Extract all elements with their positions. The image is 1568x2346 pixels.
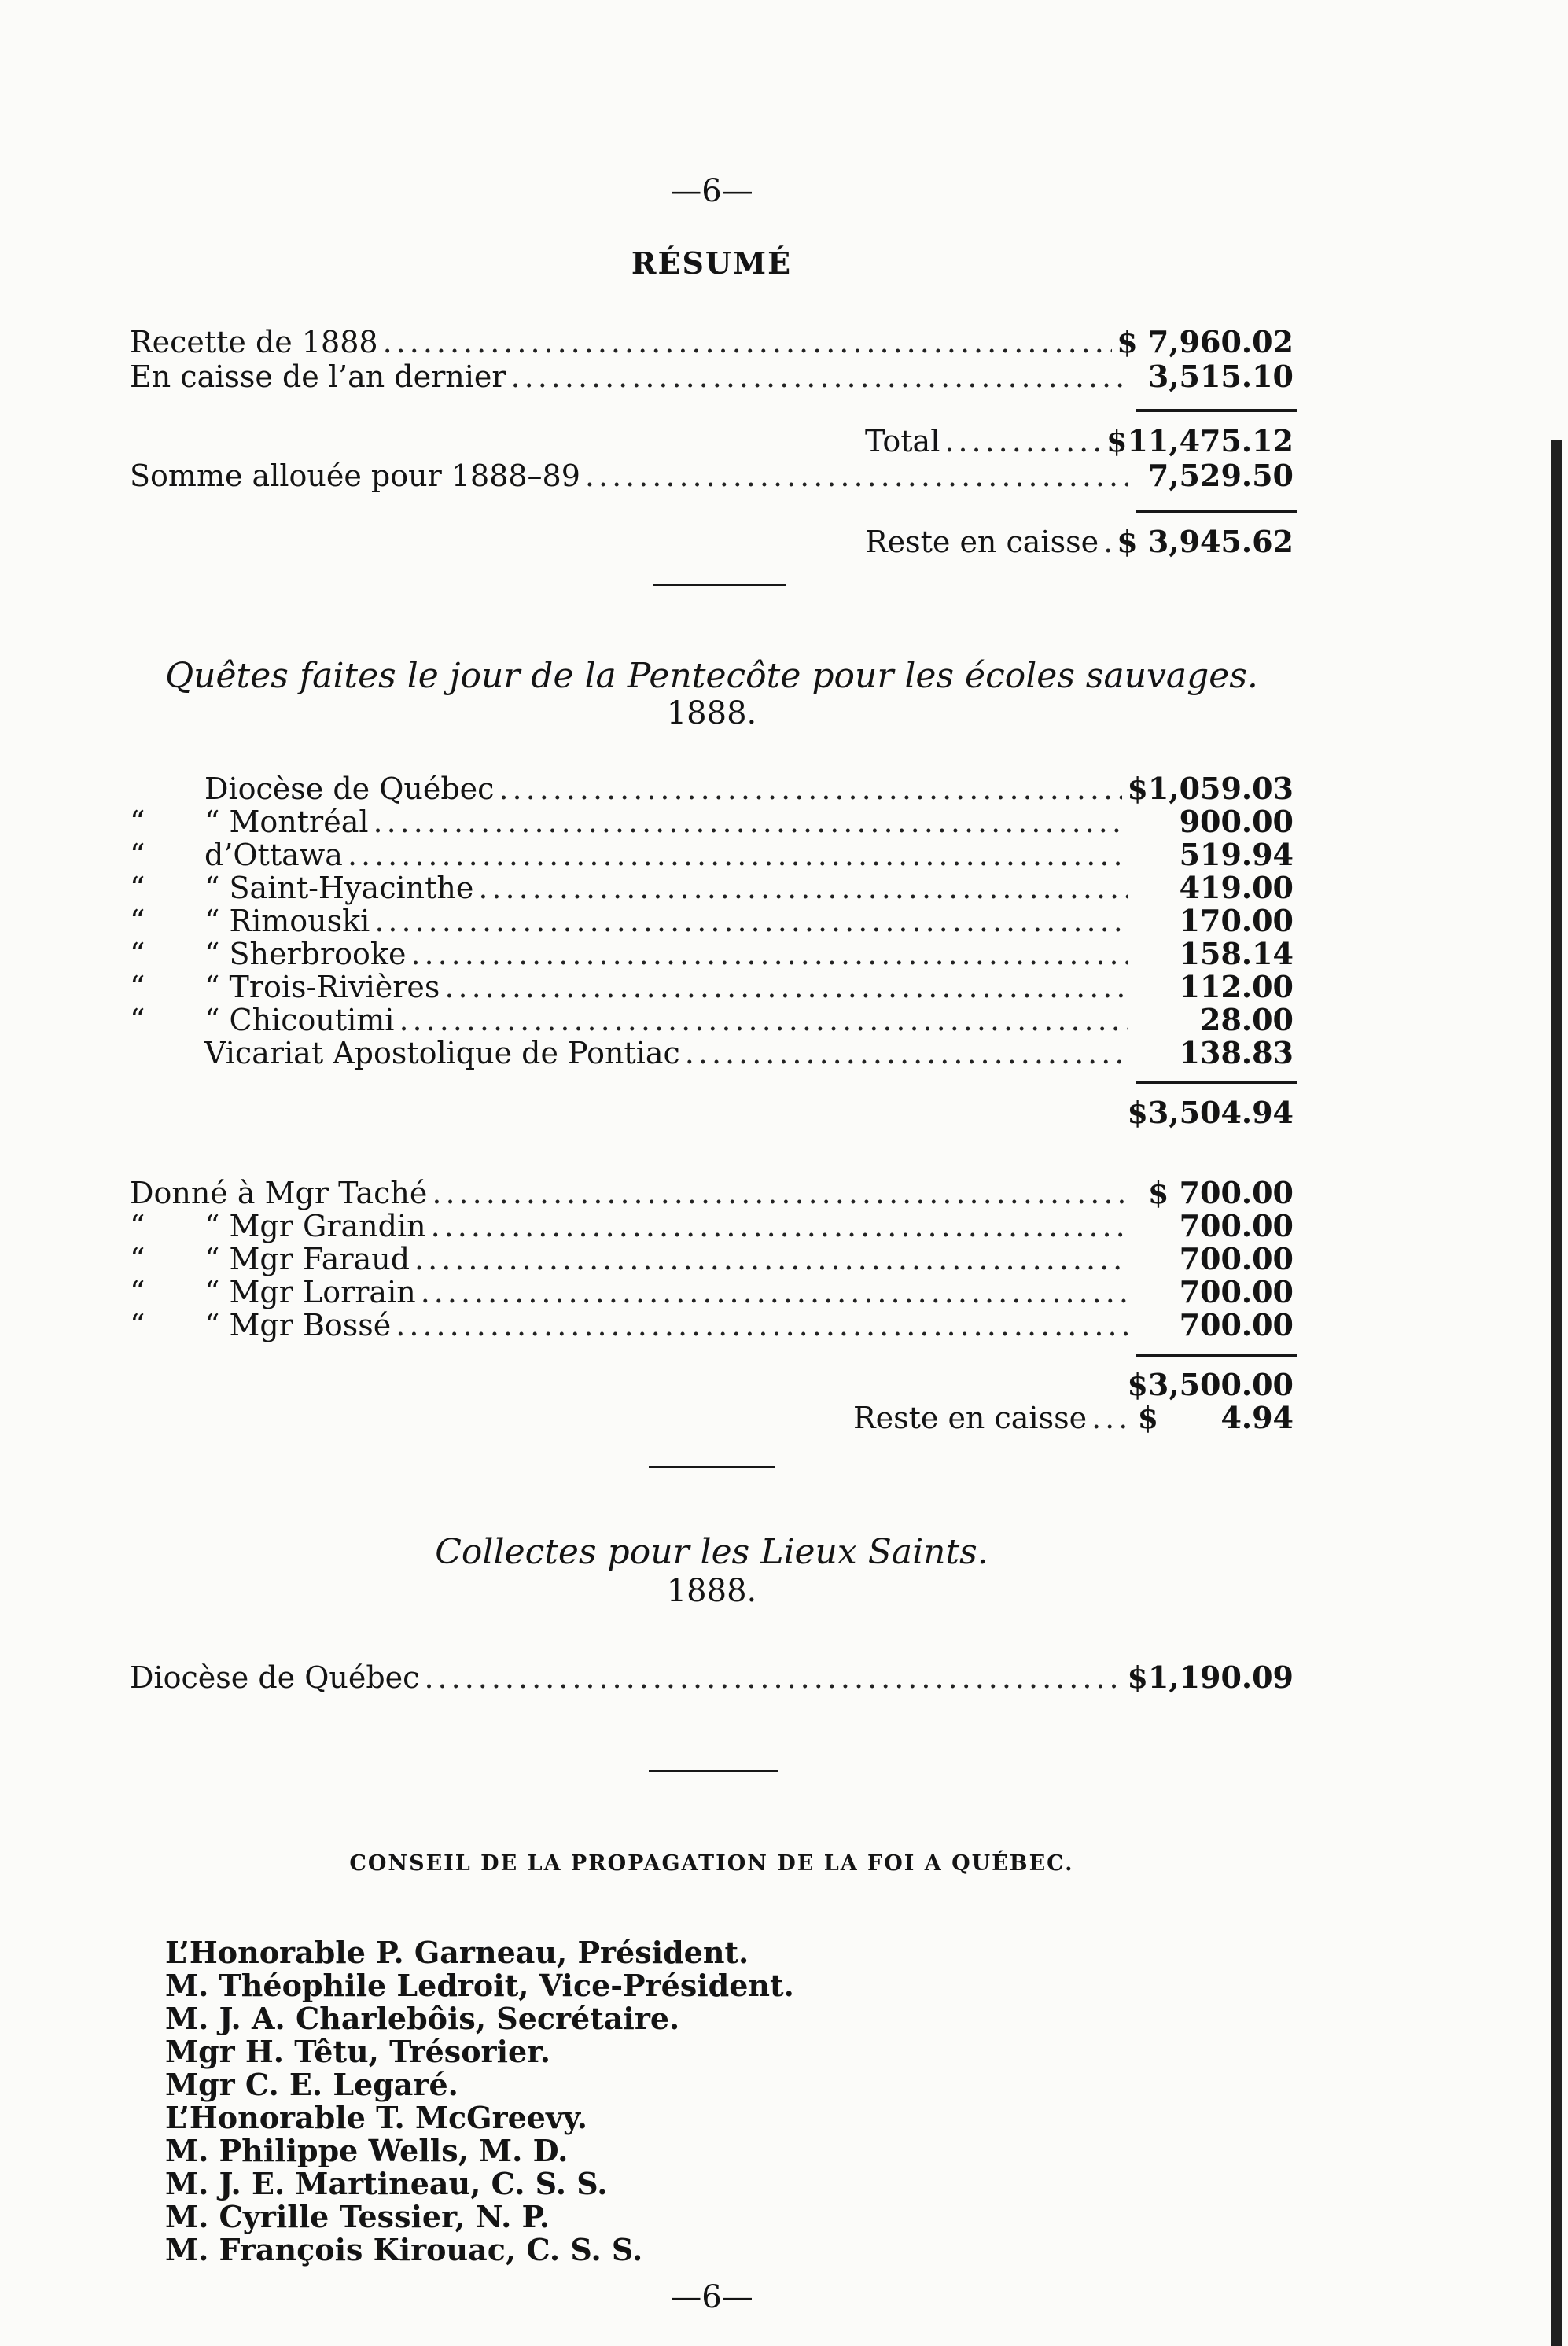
section-divider [649,1770,778,1772]
lieux-saints-title: Collectes pour les Lieux Saints. [435,1532,988,1572]
collection-amount: 519.94 [1179,837,1294,872]
given-label: “ Mgr Grandin [204,1209,426,1243]
council-member: Mgr H. Têtu, Trésorier. [165,2034,550,2069]
total-rule [1136,409,1297,412]
resume-total-row [865,423,1294,458]
resume-amount: 7,529.50 [1147,458,1294,493]
given-row [130,1175,1294,1210]
collection-row [130,903,1294,937]
collection-amount: 900.00 [1179,804,1294,839]
resume-row [130,359,1294,393]
collection-amount: 112.00 [1179,969,1294,1004]
council-member: M. François Kirouac, C. S. S. [165,2232,643,2267]
ditto-mark: “ [130,1308,145,1342]
ditto-mark: “ [130,1275,145,1309]
collection-row [130,804,1294,838]
resume-row [130,324,1294,359]
given-label: “ Mgr Bossé [204,1308,392,1342]
council-member: L’Honorable P. Garneau, Président. [165,1935,749,1970]
resume-remaining-row [865,524,1294,558]
binding-edge [1551,440,1562,2346]
council-title: CONSEIL DE LA PROPAGATION DE LA FOI A QUÉBEC. [349,1851,1074,1876]
collection-label: “ Chicoutimi [204,1003,395,1037]
resume-amount: $11,475.12 [1106,423,1294,459]
collection-label: d’Ottawa [204,838,343,872]
given-label: Donné à Mgr Taché [130,1176,428,1210]
council-member: M. Théophile Ledroit, Vice-Président. [165,1968,794,2003]
council-member: M. Philippe Wells, M. D. [165,2133,569,2168]
resume-amount: 3,515.10 [1147,359,1294,394]
resume-label: Total [865,424,940,459]
council-member: M. J. E. Martineau, C. S. S. [165,2166,608,2201]
given-row [130,1307,1294,1342]
collection-row [130,1035,1294,1070]
given-amount: 700.00 [1179,1307,1294,1342]
ditto-mark: “ [130,904,145,938]
remaining-label: Reste en caisse [853,1401,1088,1435]
given-amount: 700.00 [1179,1241,1294,1276]
ditto-mark: “ [130,1003,145,1037]
collection-amount: $1,059.03 [1127,771,1294,806]
remaining-amount: $ 4.94 [1137,1400,1294,1435]
page-number-top: —6— [670,173,753,209]
council-member: Mgr C. E. Legaré. [165,2067,458,2102]
ditto-mark: “ [130,838,145,872]
remaining-row [853,1400,1294,1434]
ditto-mark: “ [130,1209,145,1243]
given-amount: $ 700.00 [1147,1175,1294,1210]
ditto-mark: “ [130,1242,145,1276]
resume-amount: $ 7,960.02 [1117,324,1294,359]
collection-label: Vicariat Apostolique de Pontiac [204,1036,680,1070]
collection-amount: 419.00 [1179,870,1294,905]
total-rule [1136,1354,1297,1357]
collection-label: “ Saint-Hyacinthe [204,871,474,905]
given-total: $3,500.00 [1127,1367,1294,1402]
collection-amount: 138.83 [1179,1035,1294,1070]
lieux-saints-label: Diocèse de Québec [130,1660,420,1695]
given-row [130,1274,1294,1309]
given-row [130,1241,1294,1276]
pentecote-title: Quêtes faites le jour de la Pentecôte pour les écoles sauvages. [165,656,1258,696]
collection-subtotal: $3,504.94 [1127,1095,1294,1130]
collection-label: “ Trois-Rivières [204,970,440,1004]
given-amount: 700.00 [1179,1208,1294,1243]
council-member: M. Cyrille Tessier, N. P. [165,2199,550,2234]
section-divider [653,584,786,586]
collection-row [130,936,1294,970]
given-total-row [130,1367,1294,1401]
collection-row [130,870,1294,904]
page-number-bottom: —6— [670,2279,753,2315]
collection-amount: 158.14 [1179,936,1294,971]
resume-label: Reste en caisse [865,525,1099,559]
collection-row [130,771,1294,805]
collection-label: “ Montréal [204,805,369,839]
lieux-saints-year: 1888. [666,1573,757,1609]
ditto-mark: “ [130,871,145,905]
given-label: “ Mgr Lorrain [204,1275,416,1309]
collection-row [130,969,1294,1004]
section-divider [649,1466,775,1468]
council-member: M. J. A. Charlebôis, Secrétaire. [165,2001,680,2036]
resume-label: Recette de 1888 [130,325,378,359]
resume-heading: RÉSUMÉ [631,245,793,281]
given-amount: 700.00 [1179,1274,1294,1309]
lieux-saints-row [130,1659,1294,1694]
collection-label: “ Sherbrooke [204,937,407,971]
ditto-mark: “ [130,970,145,1004]
collection-amount: 170.00 [1179,903,1294,938]
lieux-saints-amount: $1,190.09 [1127,1659,1294,1695]
ditto-mark: “ [130,805,145,839]
collection-amount: 28.00 [1200,1002,1294,1037]
given-label: “ Mgr Faraud [204,1242,410,1276]
total-rule [1136,510,1297,513]
given-row [130,1208,1294,1243]
collection-row [130,1002,1294,1037]
council-member: L’Honorable T. McGreevy. [165,2100,588,2135]
resume-label: En caisse de l’an dernier [130,359,506,394]
resume-label: Somme allouée pour 1888–89 [130,459,580,493]
resume-row [130,458,1294,492]
collection-subtotal-row [130,1095,1294,1129]
resume-amount: $ 3,945.62 [1117,524,1294,559]
collection-label: “ Rimouski [204,904,370,938]
collection-row [130,837,1294,871]
total-rule [1136,1081,1297,1084]
ditto-mark: “ [130,937,145,971]
pentecote-year: 1888. [666,695,757,731]
collection-label: Diocèse de Québec [204,772,495,806]
